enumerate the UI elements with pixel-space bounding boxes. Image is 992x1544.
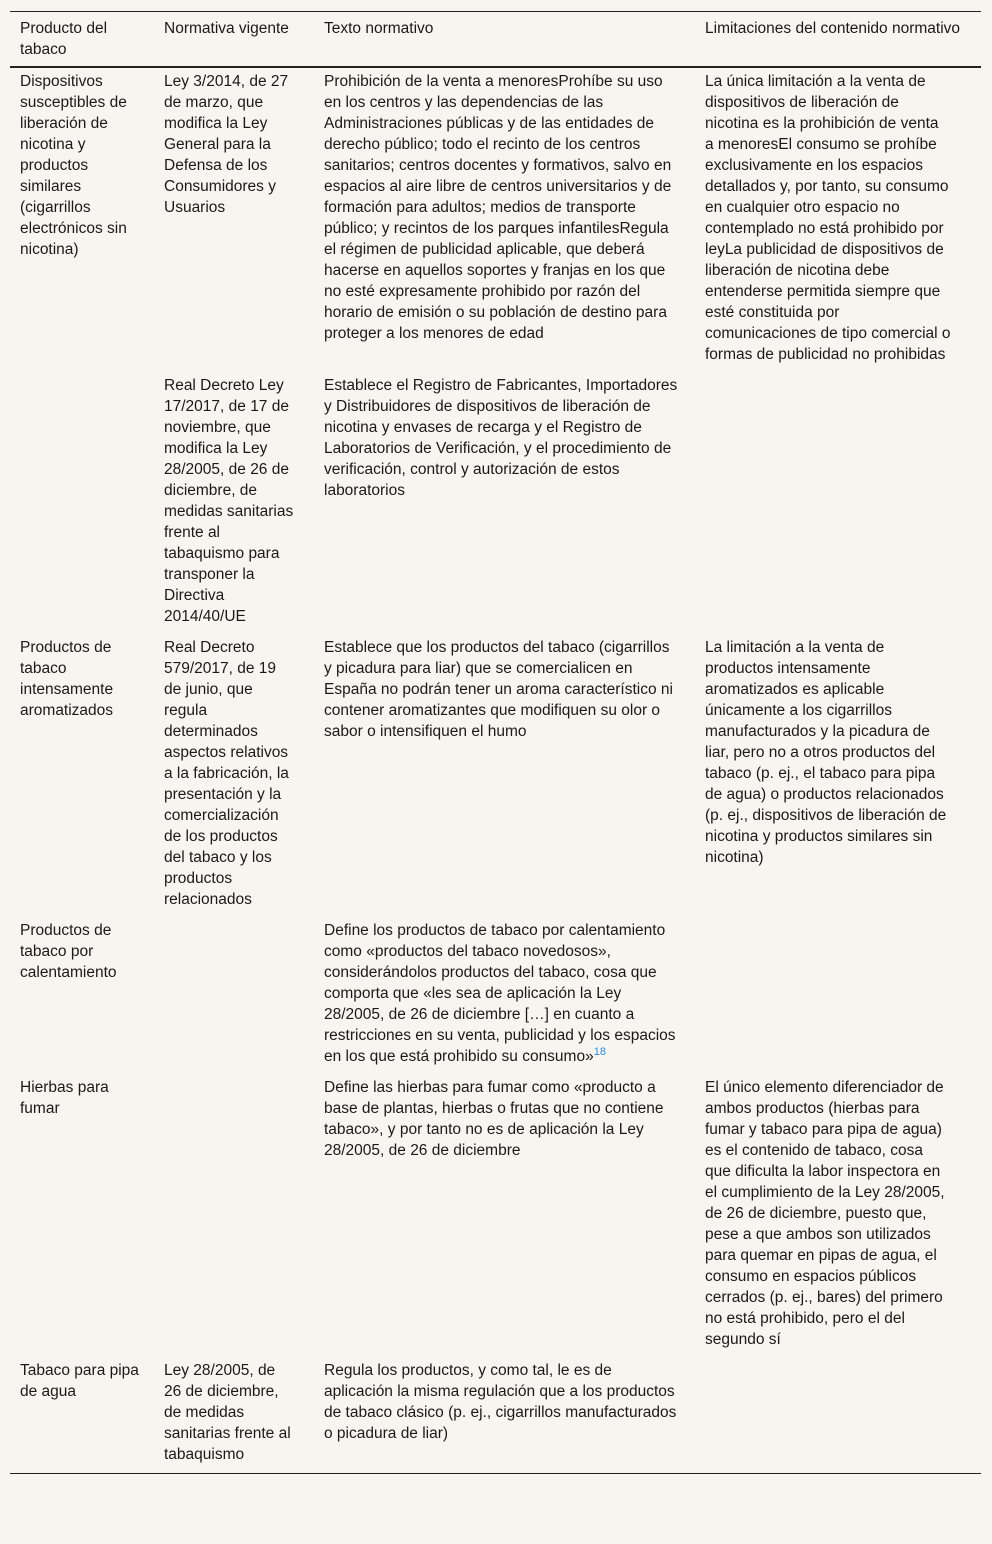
cell-law: Real Decreto Ley 17/2017, de 17 de noviembre, que modifica la Ley 28/2005, de 26 de diciembre, de medidas sanitarias frente al tabaquismo para transponer la Directiva 2014/40/UE bbox=[164, 377, 294, 625]
cell-text: Establece que los productos del tabaco (cigarrillos y picadura para liar) que se comercialicen en España no podrán tener un aroma característico ni contener aromatizantes que modifiquen su olor o sabor o intensifiquen el humo bbox=[324, 639, 673, 740]
header-product: Producto del tabaco bbox=[10, 12, 154, 68]
cell-text bbox=[314, 918, 695, 1075]
cell-law: Real Decreto 579/2017, de 19 de junio, que regula determinados aspectos relativos a la fabricación, la presentación y la comercialización de los productos del tabaco y los productos relacionados bbox=[164, 639, 289, 908]
cell-law: Ley 3/2014, de 27 de marzo, que modifica la Ley General para la Defensa de los Consumidores y Usuarios bbox=[164, 73, 289, 216]
cell-product bbox=[10, 373, 154, 635]
table-row bbox=[10, 67, 981, 373]
cell-text: Define las hierbas para fumar como «producto a base de plantas, hierbas o frutas que no contiene tabaco», y por tanto no es de aplicación la Ley 28/2005, de 26 de diciembre bbox=[324, 1079, 664, 1159]
cell-product: Productos de tabaco intensamente aromatizados bbox=[20, 639, 114, 719]
table-header-row bbox=[10, 12, 981, 68]
cell-product: Tabaco para pipa de agua bbox=[10, 1358, 154, 1474]
table-row bbox=[10, 918, 981, 1075]
cell-law bbox=[154, 918, 314, 1075]
cell-product: Productos de tabaco por calentamiento bbox=[20, 922, 117, 981]
cell-limits bbox=[695, 1358, 981, 1474]
cell-text: Prohibición de la venta a menoresProhíbe su uso en los centros y las dependencias de las Administraciones públicas y de las entidades de derecho público; todo el recinto de los centros sanitarios; centros docentes y formativos, salvo en espacios al aire libre de centros universitarios y de formación para adultos; medios de transporte público; y recintos de los parques infantilesRegula el régimen de publicidad aplicable, que deberá hacerse en aquellos soportes y franjas en los que no esté expresamente prohibido por razón del horario de emisión o su población de destino para proteger a los menores de edad bbox=[324, 73, 672, 342]
cell-law bbox=[154, 1075, 314, 1358]
regulation-table bbox=[10, 11, 981, 1474]
cell-product: Dispositivos susceptibles de liberación de nicotina y productos similares (cigarrillos electrónicos sin nicotina) bbox=[20, 73, 127, 258]
cell-limits: La limitación a la venta de productos intensamente aromatizados es aplicable únicamente a los cigarrillos manufacturados y la picadura de liar, pero no a otros productos del tabaco (p. ej., el tabaco para pipa de agua) o productos relacionados (p. ej., dispositivos de liberación de nicotina y productos similares sin nicotina) bbox=[705, 639, 947, 866]
cell-limits bbox=[695, 918, 981, 1075]
cell-limits bbox=[695, 373, 981, 635]
footnote-reference-link[interactable]: 18 bbox=[593, 1045, 606, 1058]
table-row bbox=[10, 1358, 981, 1474]
header-limits: Limitaciones del contenido normativo bbox=[695, 12, 981, 68]
cell-limits: La única limitación a la venta de dispositivos de liberación de nicotina es la prohibición de venta a menoresEl consumo se prohíbe exclusivamente en los espacios detallados y, por tanto, su consumo en cualquier otro espacio no contemplado no está prohibido por leyLa publicidad de dispositivos de liberación de nicotina debe entenderse permitida siempre que esté constituida por comunicaciones de tipo comercial o formas de publicidad no prohibidas bbox=[705, 73, 951, 363]
cell-text-content: Define los productos de tabaco por calentamiento como «productos del tabaco novedosos», considerándolos productos del tabaco, cosa que comporta que «les sea de aplicación la Ley 28/2005, de 26 de diciembre […] en cuanto a restricciones en su venta, publicidad y los espacios en los que está prohibido su consumo» bbox=[324, 922, 676, 1065]
header-law: Normativa vigente bbox=[154, 12, 314, 68]
cell-product: Hierbas para fumar bbox=[20, 1079, 109, 1117]
regulation-table-container bbox=[10, 11, 981, 1474]
cell-text: Regula los productos, y como tal, le es de aplicación la misma regulación que a los productos de tabaco clásico (p. ej., cigarrillos manufacturados o picadura de liar) bbox=[314, 1358, 695, 1474]
table-row bbox=[10, 635, 981, 918]
cell-text: Establece el Registro de Fabricantes, Importadores y Distribuidores de dispositivos de liberación de nicotina y envases de recarga y el Registro de Laboratorios de Verificación, y el procedimiento de verificación, control y autorización de estos laboratorios bbox=[324, 377, 678, 499]
header-text: Texto normativo bbox=[314, 12, 695, 68]
table-row bbox=[10, 1075, 981, 1358]
cell-law: Ley 28/2005, de 26 de diciembre, de medidas sanitarias frente al tabaquismo bbox=[154, 1358, 314, 1474]
cell-limits: El único elemento diferenciador de ambos productos (hierbas para fumar y tabaco para pipa de agua) es el contenido de tabaco, cosa que dificulta la labor inspectora en el cumplimiento de la Ley 28/2005, de 26 de diciembre, puesto que, pese a que ambos son utilizados para quemar en pipas de agua, el consumo en espacios públicos cerrados (p. ej., bares) del primero no está prohibido, pero el del segundo sí bbox=[705, 1079, 945, 1348]
table-row bbox=[10, 373, 981, 635]
